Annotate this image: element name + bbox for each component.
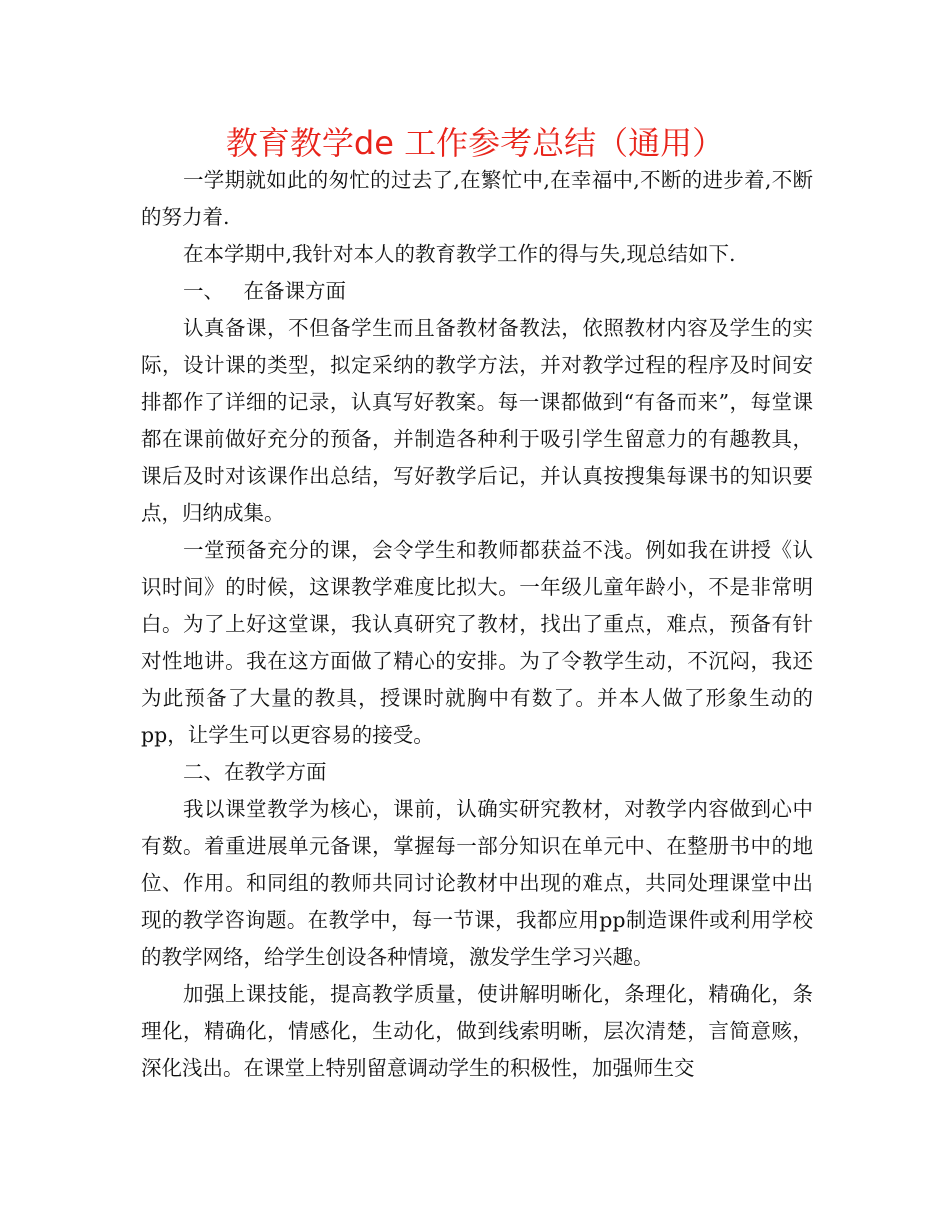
document-body: [141, 162, 813, 1087]
paragraph-teaching-skills: 加强上课技能，提高教学质量，使讲解明晰化，条理化，精确化，条理化，精确化，情感化，生动化，做到线索明晰，层次清楚，言简意赅，深化浅出。在课堂上特别留意调动学生的积极性，加强师生交: [141, 982, 813, 1080]
section-heading-teaching: 二、在教学方面: [183, 760, 327, 784]
paragraph-lesson-prep: 认真备课，不但备学生而且备教材备教法，依照教材内容及学生的实际，设计课的类型，拟定采纳的教学方法，并对教学过程的程序及时间安排都作了详细的记录，认真写好教案。每一课都做到“有备而来”，每堂课都在课前做好充分的预备，并制造各种利于吸引学生留意力的有趣教具，课后及时对该课作出总结，写好教学后记，并认真按搜集每课书的知识要点，归纳成集。: [141, 316, 813, 525]
paragraph-summary-lead: 在本学期中,我针对本人的教育教学工作的得与失,现总结如下.: [183, 242, 736, 266]
paragraph-lesson-example: 一堂预备充分的课，会令学生和教师都获益不浅。例如我在讲授《认识时间》的时候，这课教学难度比拟大。一年级儿童年龄小，不是非常明白。为了上好这堂课，我认真研究了教材，找出了重点，难点，预备有针对性地讲。我在这方面做了精心的安排。为了令教学生动，不沉闷，我还为此预备了大量的教具，授课时就胸中有数了。并本人做了形象生动的pp，让学生可以更容易的接受。: [141, 538, 813, 747]
paragraph-teaching: 我以课堂教学为核心，课前，认确实研究教材，对教学内容做到心中有数。着重进展单元备课，掌握每一部分知识在单元中、在整册书中的地位、作用。和同组的教师共同讨论教材中出现的难点，共同处理课堂中出现的教学咨询题。在教学中，每一节课，我都应用pp制造课件或利用学校的教学网络，给学生创设各种情境，激发学生学习兴趣。: [141, 797, 813, 969]
paragraph-intro: 一学期就如此的匆忙的过去了,在繁忙中,在幸福中,不断的进步着,不断的努力着.: [141, 168, 813, 229]
section-heading-lesson-prep: 一、 在备课方面: [183, 279, 347, 303]
document-title: 教育教学de 工作参考总结（通用）: [225, 124, 725, 162]
